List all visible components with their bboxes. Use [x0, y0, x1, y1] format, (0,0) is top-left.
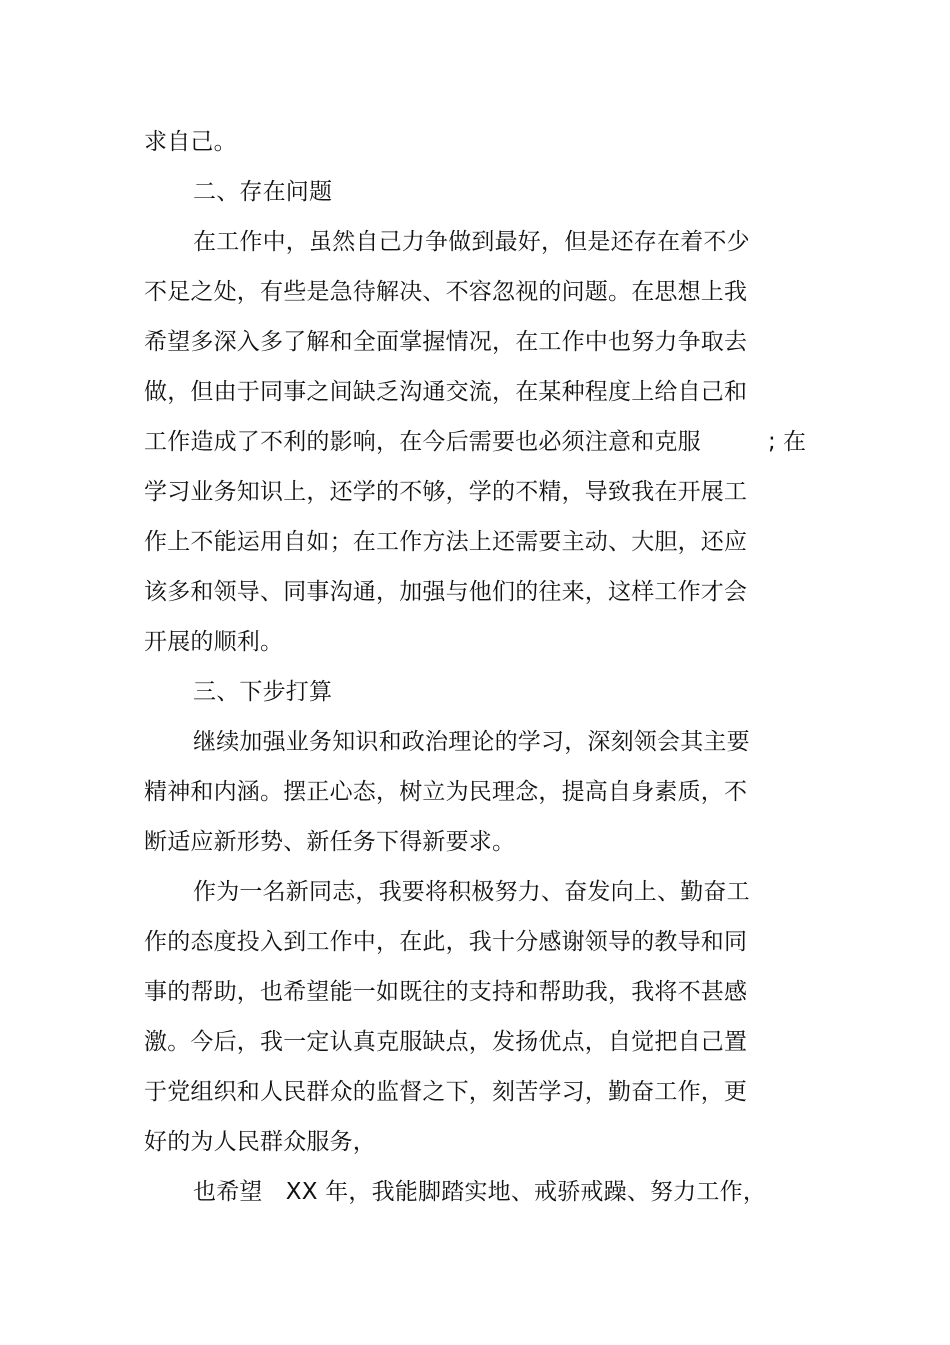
paragraph-line: 不足之处，有些是急待解决、不容忽视的问题。在思想上我 — [144, 279, 748, 305]
paragraph-line: 开展的顺利。 — [144, 629, 284, 655]
paragraph-line: 该多和领导、同事沟通，加强与他们的往来，这样工作才会 — [144, 579, 748, 605]
section-heading-next-steps: 三、下步打算 — [193, 679, 333, 705]
paragraph-line: 激。今后，我一定认真克服缺点，发扬优点，自觉把自己置 — [144, 1029, 748, 1055]
paragraph-line: 断适应新形势、新任务下得新要求。 — [144, 829, 516, 855]
paragraph-line: 继续加强业务知识和政治理论的学习，深刻领会其主要 — [193, 729, 750, 755]
paragraph-line: 作上不能运用自如；在工作方法上还需要主动、大胆，还应 — [144, 529, 748, 555]
paragraph-line: 希望多深入多了解和全面掌握情况，在工作中也努力争取去 — [144, 329, 748, 355]
paragraph-line: 作的态度投入到工作中，在此，我十分感谢领导的教导和同 — [144, 929, 748, 955]
paragraph-line: 在工作中，虽然自己力争做到最好，但是还存在着不少 — [193, 229, 750, 255]
section-heading-problems: 二、存在问题 — [193, 179, 333, 205]
paragraph-line: 求自己。 — [144, 129, 237, 155]
paragraph-line: 做，但由于同事之间缺乏沟通交流，在某种程度上给自己和 — [144, 379, 748, 405]
paragraph-line: 于党组织和人民群众的监督之下，刻苦学习，勤奋工作，更 — [144, 1079, 748, 1105]
paragraph-line: 事的帮助，也希望能一如既往的支持和帮助我，我将不甚感 — [144, 979, 748, 1005]
paragraph-line: 精神和内涵。摆正心态，树立为民理念，提高自身素质，不 — [144, 779, 748, 805]
paragraph-line: 工作造成了不利的影响，在今后需要也必须注意和克服 — [144, 429, 701, 455]
paragraph-line-tail: ; 在 — [768, 429, 807, 455]
paragraph-line: 也希望 XX 年，我能脚踏实地、戒骄戒躁、努力工作， — [193, 1179, 767, 1205]
paragraph-line: 作为一名新同志，我要将积极努力、奋发向上、勤奋工 — [193, 879, 750, 905]
paragraph-line: 学习业务知识上，还学的不够，学的不精，导致我在开展工 — [144, 479, 748, 505]
paragraph-line: 好的为人民群众服务， — [144, 1129, 376, 1155]
